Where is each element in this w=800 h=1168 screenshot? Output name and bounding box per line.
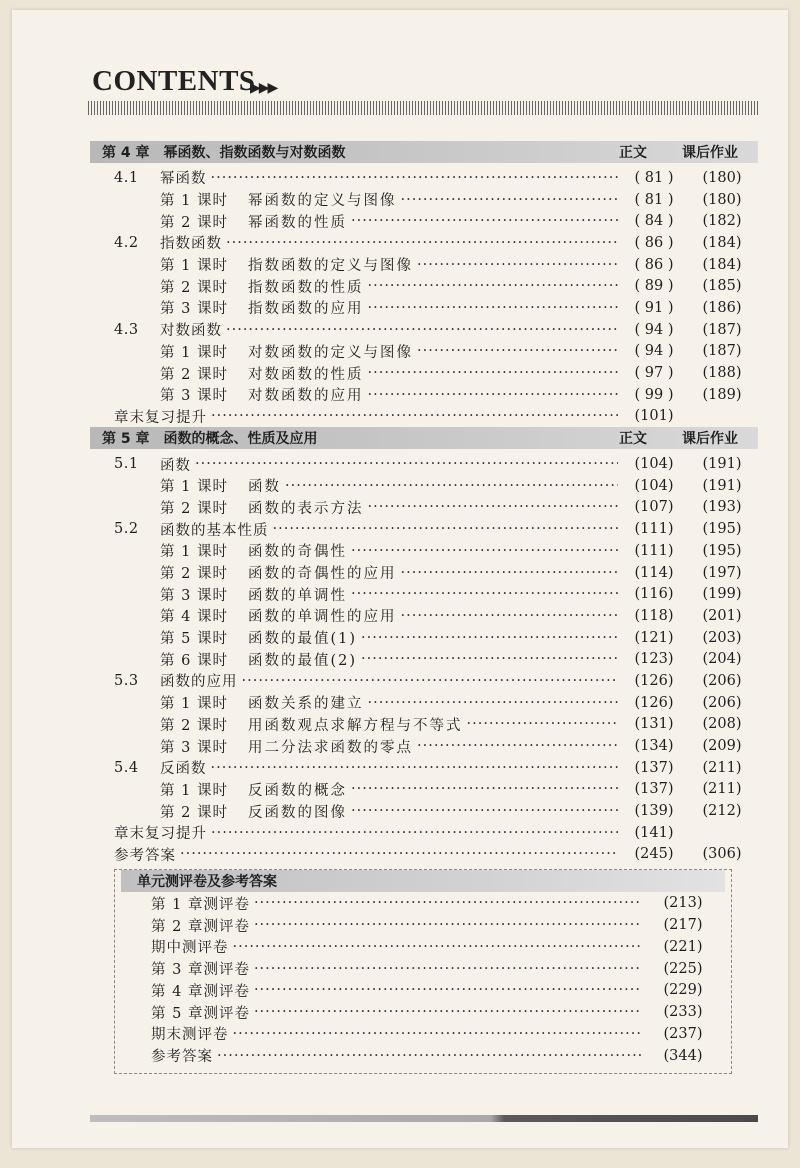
leader-dots <box>254 961 641 977</box>
lesson-number: 第 1 课时 <box>160 344 228 361</box>
page-number: (217) <box>663 917 703 933</box>
section-number: 5.2 <box>114 521 139 538</box>
leader-dots <box>368 499 619 515</box>
lesson-number: 第 1 课时 <box>160 544 228 561</box>
toc-entry[interactable] <box>90 822 758 844</box>
chapter-title: 第 5 章 函数的概念、性质及应用 <box>102 431 318 448</box>
column-header-text: 正文 <box>619 145 647 161</box>
page-number: ( 86 ) <box>634 256 674 273</box>
lesson-number: 第 2 课时 <box>160 566 228 583</box>
homework-page-number: (197) <box>702 564 742 581</box>
toc-entry[interactable] <box>90 406 758 428</box>
page-number: ( 89 ) <box>634 278 674 295</box>
leader-dots <box>254 917 641 933</box>
page-number: ( 94 ) <box>634 321 674 338</box>
unit-test-title: 第 1 章测评卷 <box>151 896 250 913</box>
lesson-title: 函数的单调性 <box>248 587 347 604</box>
leader-dots <box>368 278 619 294</box>
footer-bar <box>90 1115 758 1122</box>
toc-entry[interactable] <box>90 189 758 211</box>
lesson-number: 第 1 课时 <box>160 193 228 210</box>
leader-dots <box>351 586 618 602</box>
homework-page-number: (180) <box>702 191 742 208</box>
arrows-icon: ▶▶▶ <box>250 80 277 96</box>
homework-page-number: (184) <box>702 256 742 273</box>
homework-page-number: (208) <box>702 716 742 733</box>
leader-dots <box>211 170 619 186</box>
leader-dots <box>417 738 618 754</box>
toc-entry[interactable] <box>90 232 758 254</box>
leader-dots <box>417 257 618 273</box>
toc-entry[interactable] <box>90 518 758 540</box>
page-number: (121) <box>634 629 674 646</box>
page-number: (126) <box>634 694 674 711</box>
lesson-number: 第 1 课时 <box>160 782 228 799</box>
page-number: (126) <box>634 672 674 689</box>
lesson-title: 反函数的图像 <box>248 804 347 821</box>
leader-dots <box>273 521 619 537</box>
page-number: (111) <box>634 542 674 559</box>
section-title: 对数函数 <box>160 323 222 340</box>
page-number: (101) <box>634 408 674 425</box>
toc-entry[interactable] <box>90 670 758 692</box>
lesson-title: 对数函数的应用 <box>248 388 364 405</box>
leader-dots <box>211 760 619 776</box>
homework-page-number: (201) <box>702 607 742 624</box>
unit-test-title: 期末测评卷 <box>151 1027 229 1044</box>
homework-page-number: (187) <box>702 343 742 360</box>
unit-test-title: 参考答案 <box>151 1049 213 1066</box>
page-number: ( 81 ) <box>634 169 674 186</box>
leader-dots <box>368 695 619 711</box>
page-number: (114) <box>634 564 674 581</box>
toc-entry[interactable] <box>90 844 758 866</box>
leader-dots <box>254 895 641 911</box>
lesson-title: 反函数的概念 <box>248 782 347 799</box>
toc-entry[interactable] <box>90 540 758 562</box>
leader-dots <box>417 343 618 359</box>
section-title: 函数的应用 <box>160 674 238 691</box>
lesson-title: 幂函数的定义与图像 <box>248 193 397 210</box>
leader-dots <box>211 408 618 424</box>
toc-entry[interactable] <box>90 275 758 297</box>
homework-page-number: (193) <box>702 499 742 516</box>
toc-entry[interactable] <box>90 714 758 736</box>
page-number: (237) <box>663 1025 703 1042</box>
lesson-number: 第 3 课时 <box>160 388 228 405</box>
toc-entry[interactable] <box>90 475 758 497</box>
leader-dots <box>242 673 619 689</box>
homework-page-number: (203) <box>702 629 742 646</box>
lesson-title: 用函数观点求解方程与不等式 <box>248 717 463 734</box>
chapter-header <box>90 141 758 163</box>
table-of-contents <box>90 141 758 1074</box>
unit-test-title: 第 3 章测评卷 <box>151 962 250 979</box>
toc-entry[interactable] <box>90 757 758 779</box>
page-number: ( 91 ) <box>634 299 674 316</box>
page-number: (131) <box>634 716 674 733</box>
page-number: (344) <box>663 1047 703 1064</box>
page-number: (137) <box>634 759 674 776</box>
section-title: 函数的基本性质 <box>160 522 269 539</box>
homework-page-number: (191) <box>702 456 742 473</box>
toc-entry[interactable] <box>90 341 758 363</box>
lesson-number: 第 3 课时 <box>160 301 228 318</box>
homework-page-number: (195) <box>702 521 742 538</box>
lesson-title: 函数关系的建立 <box>248 696 364 713</box>
lesson-number: 第 2 课时 <box>160 717 228 734</box>
page-number: (229) <box>663 982 703 999</box>
contents-title: CONTENTS <box>92 65 256 97</box>
leader-dots <box>368 365 619 381</box>
entry-title: 章末复习提升 <box>114 409 207 426</box>
toc-entry[interactable] <box>90 497 758 519</box>
toc-entry[interactable] <box>90 648 758 670</box>
unit-test-title: 期中测评卷 <box>151 940 229 957</box>
homework-page-number: (204) <box>702 651 742 668</box>
page-number: (225) <box>663 960 703 977</box>
unit-test-title: 第 5 章测评卷 <box>151 1005 250 1022</box>
homework-page-number: (212) <box>702 803 742 820</box>
page-number: ( 97 ) <box>634 365 674 382</box>
homework-page-number: (206) <box>702 694 742 711</box>
lesson-title: 函数的最值(1) <box>248 631 358 648</box>
leader-dots <box>351 213 618 229</box>
homework-page-number: (195) <box>702 542 742 559</box>
homework-page-number: (182) <box>702 213 742 230</box>
page-number: (245) <box>634 846 674 863</box>
leader-dots <box>351 543 618 559</box>
lesson-title: 函数 <box>248 479 281 496</box>
lesson-title: 对数函数的性质 <box>248 366 364 383</box>
page-number: (213) <box>663 895 703 912</box>
column-header-homework: 课后作业 <box>682 431 738 448</box>
toc-entry[interactable] <box>90 384 758 406</box>
toc-entry[interactable] <box>90 583 758 605</box>
leader-dots <box>254 982 641 998</box>
page-number: (107) <box>634 499 674 516</box>
toc-entry[interactable] <box>90 800 758 822</box>
homework-page-number: (189) <box>702 386 742 403</box>
lesson-number: 第 5 课时 <box>160 631 228 648</box>
entry-title: 参考答案 <box>114 847 176 864</box>
unit-test-entry[interactable] <box>115 892 731 914</box>
unit-test-title: 第 2 章测评卷 <box>151 918 250 935</box>
page-number: (104) <box>634 456 674 473</box>
leader-dots <box>361 651 618 667</box>
leader-dots <box>217 1048 641 1064</box>
page-number: (233) <box>663 1004 703 1021</box>
lesson-number: 第 2 课时 <box>160 214 228 231</box>
leader-dots <box>401 565 619 581</box>
leader-dots <box>401 608 619 624</box>
toc-entry[interactable] <box>90 779 758 801</box>
section-number: 4.3 <box>114 321 139 338</box>
leader-dots <box>368 387 619 403</box>
homework-page-number: (191) <box>702 477 742 494</box>
homework-page-number: (186) <box>702 299 742 316</box>
leader-dots <box>351 803 618 819</box>
page-number: ( 99 ) <box>634 386 674 403</box>
leader-dots <box>401 192 619 208</box>
lesson-title: 指数函数的性质 <box>248 279 364 296</box>
section-number: 5.4 <box>114 759 139 776</box>
lesson-title: 对数函数的定义与图像 <box>248 344 413 361</box>
leader-dots <box>467 716 619 732</box>
unit-test-entry[interactable] <box>115 1001 731 1023</box>
toc-entry[interactable] <box>90 562 758 584</box>
toc-entry[interactable] <box>90 453 758 475</box>
lesson-title: 幂函数的性质 <box>248 214 347 231</box>
leader-dots <box>226 322 618 338</box>
unit-test-entry[interactable] <box>115 1045 731 1067</box>
homework-page-number: (199) <box>702 586 742 603</box>
homework-page-number: (180) <box>702 169 742 186</box>
page-number: (141) <box>634 824 674 841</box>
lesson-number: 第 4 课时 <box>160 609 228 626</box>
lesson-number: 第 3 课时 <box>160 587 228 604</box>
chapter-header <box>90 427 758 449</box>
leader-dots <box>368 300 619 316</box>
unit-test-entry[interactable] <box>115 980 731 1002</box>
section-number: 4.1 <box>114 169 139 186</box>
leader-dots <box>285 478 618 494</box>
page-number: (134) <box>634 738 674 755</box>
section-number: 5.1 <box>114 456 139 473</box>
toc-entry[interactable] <box>90 319 758 341</box>
section-title: 函数 <box>160 457 191 474</box>
page <box>12 10 788 1148</box>
page-number: (139) <box>634 803 674 820</box>
toc-entry[interactable] <box>90 627 758 649</box>
leader-dots <box>180 846 618 862</box>
page-number: (104) <box>634 477 674 494</box>
unit-test-entry[interactable] <box>115 958 731 980</box>
lesson-title: 函数的表示方法 <box>248 500 364 517</box>
toc-entry[interactable] <box>90 254 758 276</box>
lesson-title: 函数的单调性的应用 <box>248 609 397 626</box>
homework-page-number: (187) <box>702 321 742 338</box>
leader-dots <box>211 825 618 841</box>
section-title: 反函数 <box>160 761 207 778</box>
lesson-number: 第 2 课时 <box>160 500 228 517</box>
contents-header <box>92 65 277 105</box>
unit-tests-header: 单元测评卷及参考答案 <box>121 870 725 892</box>
unit-test-entry[interactable] <box>115 936 731 958</box>
homework-page-number: (206) <box>702 672 742 689</box>
leader-dots <box>233 939 642 955</box>
section-number: 4.2 <box>114 234 139 251</box>
lesson-title: 用二分法求函数的零点 <box>248 739 413 756</box>
toc-entry[interactable] <box>90 362 758 384</box>
page-number: (111) <box>634 521 674 538</box>
lesson-number: 第 6 课时 <box>160 652 228 669</box>
homework-page-number: (211) <box>702 759 742 776</box>
leader-dots <box>226 235 618 251</box>
lesson-number: 第 1 课时 <box>160 696 228 713</box>
lesson-title: 指数函数的定义与图像 <box>248 258 413 275</box>
leader-dots <box>195 456 618 472</box>
chapter-title: 第 4 章 幂函数、指数函数与对数函数 <box>102 145 346 161</box>
lesson-number: 第 3 课时 <box>160 739 228 756</box>
toc-entry[interactable] <box>90 210 758 232</box>
homework-page-number: (211) <box>702 781 742 798</box>
unit-tests-box <box>114 869 732 1073</box>
leader-dots <box>233 1026 642 1042</box>
homework-page-number: (306) <box>702 846 742 863</box>
unit-test-entry[interactable] <box>115 914 731 936</box>
page-number: ( 81 ) <box>634 191 674 208</box>
lesson-number: 第 2 课时 <box>160 804 228 821</box>
toc-entry[interactable] <box>90 735 758 757</box>
lesson-number: 第 1 课时 <box>160 258 228 275</box>
unit-test-title: 第 4 章测评卷 <box>151 983 250 1000</box>
unit-test-entry[interactable] <box>115 1023 731 1045</box>
section-title: 指数函数 <box>160 236 222 253</box>
leader-dots <box>361 630 618 646</box>
toc-entry[interactable] <box>90 297 758 319</box>
lesson-title: 函数的奇偶性的应用 <box>248 566 397 583</box>
lesson-title: 函数的奇偶性 <box>248 544 347 561</box>
column-header-homework: 课后作业 <box>682 145 738 161</box>
section-title: 幂函数 <box>160 171 207 188</box>
lesson-title: 函数的最值(2) <box>248 652 358 669</box>
toc-entry[interactable] <box>90 692 758 714</box>
page-number: ( 94 ) <box>634 343 674 360</box>
header-stripe-divider <box>88 101 758 115</box>
section-number: 5.3 <box>114 672 139 689</box>
column-header-text: 正文 <box>619 431 647 448</box>
page-number: (123) <box>634 651 674 668</box>
homework-page-number: (185) <box>702 278 742 295</box>
homework-page-number: (188) <box>702 365 742 382</box>
homework-page-number: (209) <box>702 738 742 755</box>
toc-entry[interactable] <box>90 605 758 627</box>
page-number: (118) <box>634 607 674 624</box>
leader-dots <box>351 781 618 797</box>
page-number: ( 84 ) <box>634 213 674 230</box>
toc-entry[interactable] <box>90 167 758 189</box>
page-number: (221) <box>663 938 703 955</box>
lesson-number: 第 2 课时 <box>160 279 228 296</box>
page-number: ( 86 ) <box>634 234 674 251</box>
leader-dots <box>254 1004 641 1020</box>
lesson-number: 第 2 课时 <box>160 366 228 383</box>
page-number: (137) <box>634 781 674 798</box>
homework-page-number: (184) <box>702 234 742 251</box>
lesson-number: 第 1 课时 <box>160 479 228 496</box>
entry-title: 章末复习提升 <box>114 826 207 843</box>
page-number: (116) <box>634 586 674 603</box>
lesson-title: 指数函数的应用 <box>248 301 364 318</box>
